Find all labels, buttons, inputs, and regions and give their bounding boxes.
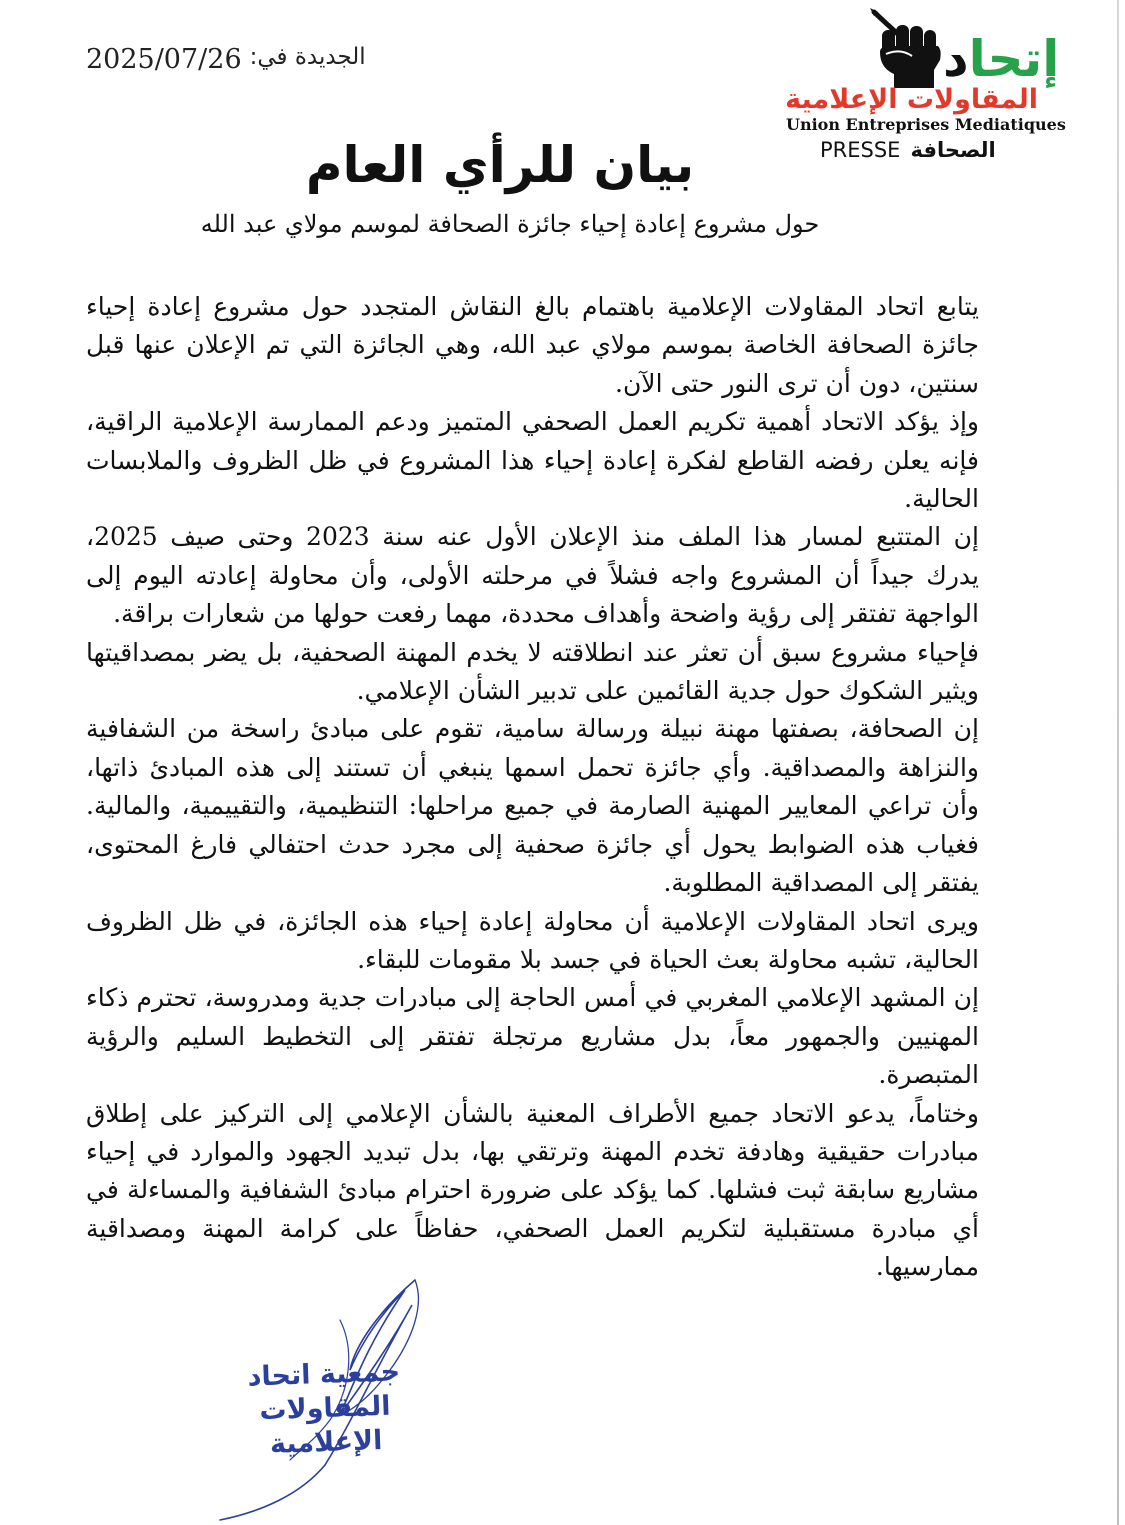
paragraph: وختاماً، يدعو الاتحاد جميع الأطراف المعنية بالشأن الإعلامي إلى التركيز على إطلاق مبادرات حقيقية وهادفة تخدم المهنة وترتقي بها، بدل تبديد الجهود والموارد في إحياء مشاريع سابقة ثبت فشلها. كما يؤكد على ضرورة احترام مبادئ الشفافية والمساءلة في أي مبادرة مستقبلية لتكريم العمل الصحفي، حفاظاً على كرامة المهنة ومصداقية ممارسيها. bbox=[86, 1098, 979, 1282]
statement-subtitle: حول مشروع إعادة إحياء جائزة الصحافة لموسم مولاي عبد الله bbox=[200, 210, 820, 238]
paragraph: يتابع اتحاد المقاولات الإعلامية باهتمام بالغ النقاش المتجدد حول مشروع إعادة إحياء جائزة الصحافة الخاصة بموسم مولاي عبد الله، وهي الجائزة التي تم الإعلان عنها قبل سنتين، دون أن ترى النور حتى الآن. bbox=[86, 292, 979, 398]
stamp-line-1: جمعية اتحاد المقاولات bbox=[247, 1356, 401, 1427]
paragraph: إن المشهد الإعلامي المغربي في أمس الحاجة إلى مبادرات جدية ومدروسة، تحترم ذكاء المهنيين والجمهور معاً، بدل مشاريع مرتجلة تفتقر إلى التخطيط السليم والرؤية المتبصرة. bbox=[86, 983, 979, 1090]
document-date bbox=[86, 44, 386, 75]
paragraph: ويرى اتحاد المقاولات الإعلامية أن محاولة إعادة إحياء هذه الجائزة، في ظل الظروف الحالية، تشبه محاولة بعث الحياة في جسد بلا مقومات للبقاء. bbox=[86, 906, 979, 974]
statement-body bbox=[86, 288, 979, 1287]
logo-brand-green: إتحا bbox=[968, 30, 1060, 88]
logo-name-french: Union Entreprises Mediatiques bbox=[786, 115, 1066, 134]
date-value: 2025/07/26 bbox=[86, 44, 242, 75]
paragraph: وإذ يؤكد الاتحاد أهمية تكريم العمل الصحفي المتميز ودعم الممارسة الإعلامية الراقية، فإنه يعلن رفضه القاطع لفكرة إعادة إحياء هذا المشروع في ظل الظروف والملابسات الحالية. bbox=[86, 407, 979, 514]
date-label: الجديدة في: bbox=[249, 44, 366, 70]
logo-brand-arabic bbox=[943, 30, 1060, 88]
handwritten-signature bbox=[150, 1250, 490, 1525]
page-edge bbox=[1117, 0, 1119, 1525]
logo-brand-black: د bbox=[943, 30, 969, 88]
paragraph: فإحياء مشروع سبق أن تعثر عند انطلاقته لا يخدم المهنة الصحفية، بل يضر بمصداقيتها ويثير الشكوك حول جدية القائمين على تدبير الشأن الإعلامي. bbox=[86, 637, 979, 706]
logo-presse-fr: PRESSE bbox=[820, 138, 901, 162]
paragraph: إن الصحافة، بصفتها مهنة نبيلة ورسالة سامية، تقوم على مبادئ راسخة من الشفافية والنزاهة والمصداقية. وأي جائزة تحمل اسمها ينبغي أن تستند إلى هذه المبادئ ذاتها، وأن تراعي المعايير المهنية الصارمة في جميع مراحلها: التنظيمية، والتقييمية، والمالية. فغياب هذه الضوابط يحول أي جائزة صحفية إلى مجرد حدث احتفالي فارغ المحتوى، يفتقر إلى المصداقية المطلوبة. bbox=[86, 714, 979, 898]
paragraph: إن المتتبع لمسار هذا الملف منذ الإعلان الأول عنه سنة 2023 وحتى صيف 2025، يدرك جيداً أن المشروع واجه فشلاً في مرحلته الأولى، وأن محاولة إعادته اليوم إلى الواجهة تفتقر إلى رؤية واضحة وأهداف محددة، مهما رفعت حولها من شعارات براقة. bbox=[86, 522, 979, 629]
statement-title: بيان للرأي العام bbox=[305, 136, 695, 194]
stamp-line-2: الإعلامية bbox=[269, 1424, 383, 1460]
logo-subtitle-arabic: المقاولات الإعلامية bbox=[785, 84, 1038, 115]
raised-fist-with-pen-icon bbox=[860, 8, 948, 88]
logo-presse-ar: الصحافة bbox=[910, 138, 996, 162]
